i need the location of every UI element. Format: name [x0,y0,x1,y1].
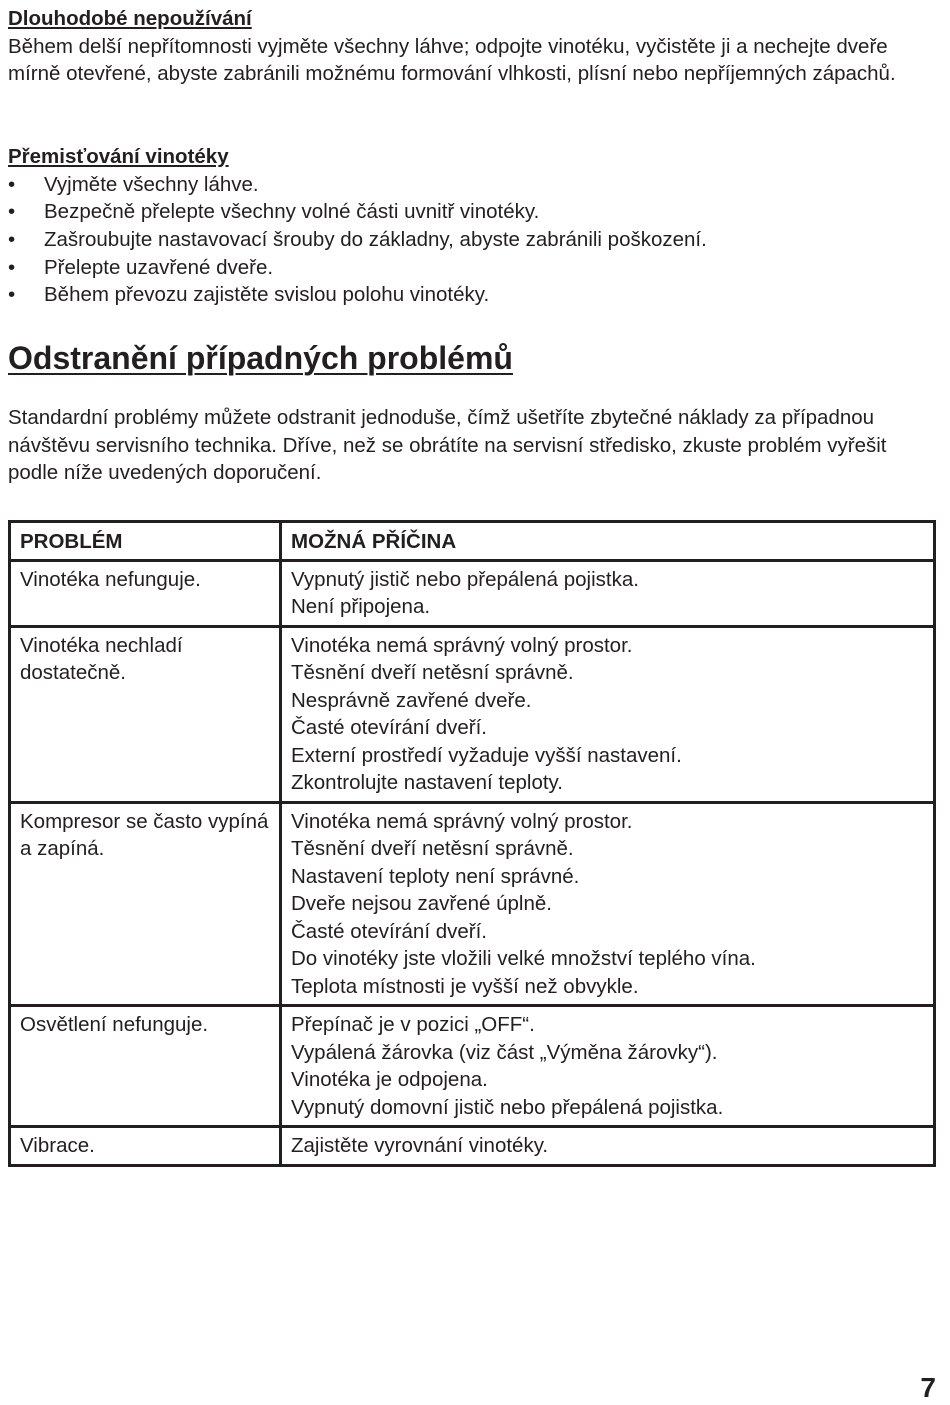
cause-line: Nesprávně zavřené dveře. [291,688,532,712]
long-term-heading: Dlouhodobé nepoužívání [8,7,252,30]
cause-line: Přepínač je v pozici „OFF“. [291,1013,535,1036]
table-row [10,802,935,1006]
bullet-icon: • [8,200,16,224]
bullet-icon: • [8,227,16,251]
table-row [10,626,935,802]
cause-cell [281,560,935,626]
long-term-section [8,5,936,88]
cause-line: Dveře nejsou zavřené úplně. [291,892,552,915]
list-item [8,254,936,282]
problem-cell: Osvětlení nefunguje. [10,1006,281,1127]
cause-line: Vypálená žárovka (viz část „Výměna žárovky“). [291,1040,718,1064]
list-item-text: Bezpečně přelepte všechny volné části uvnitř vinotéky. [44,200,540,224]
table-row [10,1006,935,1127]
cause-cell [281,802,935,1006]
long-term-text: Během delší nepřítomnosti vyjměte všechny láhve; odpojte vinotéku, vyčistěte ji a nechejte dveře mírně otevřené, abyste zabránili možnému formování vlhkosti, plísní nebo nepříjemných zápachů. [8,34,896,85]
moving-list [8,171,936,310]
list-item-text: Vyjměte všechny láhve. [44,172,259,196]
list-item [8,226,936,254]
list-item-text: Zašroubujte nastavovací šrouby do základny, abyste zabránili poškození. [44,227,707,251]
cause-line: Zajistěte vyrovnání vinotéky. [291,1134,549,1157]
table-row [10,1127,935,1166]
cause-cell [281,626,935,802]
table-header-row [10,522,935,561]
problem-cell: Kompresor se často vypíná a zapíná. [10,802,281,1006]
cause-line: Vinotéka nemá správný volný prostor. [291,633,633,657]
problem-cell: Vinotéka nechladí dostatečně. [10,626,281,802]
cause-line: Do vinotéky jste vložili velké množství teplého vína. [291,947,756,970]
list-item [8,198,936,226]
cause-line: Vinotéka je odpojena. [291,1068,488,1091]
list-item [8,171,936,199]
bullet-icon: • [8,255,16,279]
column-header-cause: MOŽNÁ PŘÍČINA [281,522,935,561]
troubleshooting-heading: Odstranění případných problémů [8,340,513,376]
cause-line: Časté otevírání dveří. [291,919,487,943]
column-header-problem: PROBLÉM [10,522,281,561]
cause-line: Vypnutý domovní jistič nebo přepálená pojistka. [291,1095,724,1119]
cause-cell [281,1127,935,1166]
cause-line: Teplota místnosti je vyšší než obvykle. [291,974,639,998]
cause-line: Zkontrolujte nastavení teploty. [291,771,563,794]
cause-line: Externí prostředí vyžaduje vyšší nastavení. [291,743,682,767]
cause-line: Vinotéka nemá správný volný prostor. [291,809,633,833]
moving-heading: Přemisťování vinotéky [8,145,229,168]
cause-line: Těsnění dveří netěsní správně. [291,837,574,860]
cause-line: Těsnění dveří netěsní správně. [291,661,574,684]
cause-line: Časté otevírání dveří. [291,716,487,739]
list-item [8,281,936,309]
bullet-icon: • [8,172,16,196]
cause-line: Vypnutý jistič nebo přepálená pojistka. [291,567,639,591]
list-item-text: Přelepte uzavřené dveře. [44,255,274,279]
cause-line: Není připojena. [291,595,431,618]
table-row [10,560,935,626]
moving-section [8,143,936,309]
problem-cell: Vibrace. [10,1127,281,1166]
problem-cell: Vinotéka nefunguje. [10,560,281,626]
cause-line: Nastavení teploty není správné. [291,864,580,888]
list-item-text: Během převozu zajistěte svislou polohu vinotéky. [44,283,490,307]
bullet-icon: • [8,283,16,307]
troubleshooting-table [8,520,936,1167]
page-number: 7 [920,1372,936,1403]
troubleshooting-intro: Standardní problémy můžete odstranit jednoduše, čímž ušetříte zbytečné náklady za případnou návštěvu servisního technika. Dříve, než se obrátíte na servisní středisko, zkuste problém vyřešit podle níže uvedených doporučení. [8,406,887,484]
cause-cell [281,1006,935,1127]
